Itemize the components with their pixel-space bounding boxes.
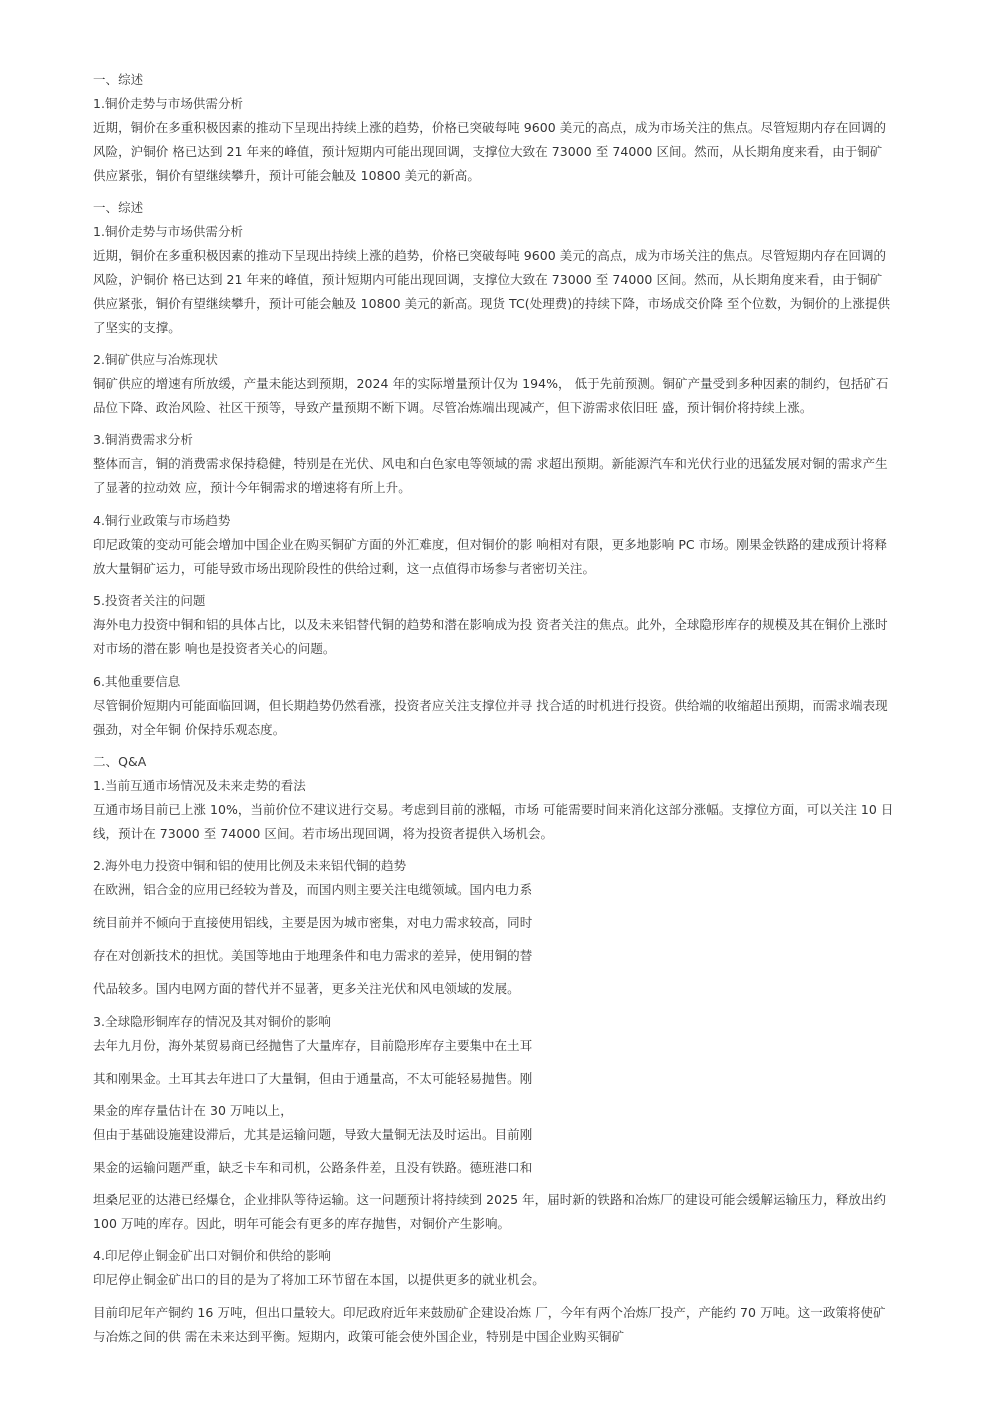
paragraph-line: 尽管铜价短期内可能面临回调，但长期趋势仍然看涨，投资者应关注支撑位并寻 找合适的时机进行投资。供给端的收缩超出预期，而需求端表现 <box>93 698 888 713</box>
paragraph-line: 其和刚果金。土耳其去年进口了大量铜，但由于通量高，不太可能轻易抛售。刚 <box>93 1071 533 1086</box>
paragraph-line: 强劲，对全年铜 价保持乐观态度。 <box>93 722 286 737</box>
paragraph-line: 果金的库存量估计在 30 万吨以上， <box>93 1103 293 1118</box>
paragraph-line: 海外电力投资中铜和铝的具体占比，以及未来铝替代铜的趋势和潜在影响成为投 资者关注的焦点。此外，全球隐形库存的规模及其在铜价上涨时 <box>93 617 888 632</box>
paragraph-line: 互通市场目前已上涨 10%，当前价位不建议进行交易。考虑到目前的涨幅，市场 可能需要时间来消化这部分涨幅。支撑位方面，可以关注 10 日 <box>93 802 894 817</box>
section-heading: 一、综述 <box>93 200 144 215</box>
paragraph-line: 存在对创新技术的担忧。美国等地由于地理条件和电力需求的差异，使用铜的替 <box>93 948 533 963</box>
section-heading: 一、综述 <box>93 72 144 87</box>
paragraph-line: 品位下降、政治风险、社区干预等，导致产量预期不断下调。尽管冶炼端出现减产，但下游需求依旧旺 盛，预计铜价将持续上涨。 <box>93 400 813 415</box>
paragraph-line: 与冶炼之间的供 需在未来达到平衡。短期内，政策可能会使外国企业，特别是中国企业购买铜矿 <box>93 1329 625 1344</box>
paragraph-line: 近期，铜价在多重积极因素的推动下呈现出持续上涨的趋势，价格已突破每吨 9600 美元的高点，成为市场关注的焦点。尽管短期内存在回调的 <box>93 248 887 263</box>
subsection-heading: 4.铜行业政策与市场趋势 <box>93 513 231 528</box>
paragraph-line: 在欧洲，铝合金的应用已经较为普及，而国内则主要关注电缆领域。国内电力系 <box>93 882 533 897</box>
paragraph-line: 果金的运输问题严重，缺乏卡车和司机，公路条件差，且没有铁路。德班港口和 <box>93 1160 533 1175</box>
paragraph-line: 供应紧张，铜价有望继续攀升，预计可能会触及 10800 美元的新高。 <box>93 168 480 183</box>
paragraph-line: 印尼政策的变动可能会增加中国企业在购买铜矿方面的外汇难度，但对铜价的影 响相对有限，更多地影响 PC 市场。刚果金铁路的建成预计将释 <box>93 537 887 552</box>
paragraph-line: 了显著的拉动效 应，预计今年铜需求的增速将有所上升。 <box>93 480 411 495</box>
subsection-heading: 5.投资者关注的问题 <box>93 593 206 608</box>
subsection-heading: 1.铜价走势与市场供需分析 <box>93 96 244 111</box>
paragraph-line: 坦桑尼亚的达港已经爆仓，企业排队等待运输。这一问题预计将持续到 2025 年，届时新的铁路和冶炼厂的建设可能会缓解运输压力，释放出约 <box>93 1192 887 1207</box>
subsection-heading: 6.其他重要信息 <box>93 674 181 689</box>
paragraph-line: 目前印尼年产铜约 16 万吨，但出口量较大。印尼政府近年来鼓励矿企建设冶炼 厂，今年有两个冶炼厂投产，产能约 70 万吨。这一政策将使矿 <box>93 1305 886 1320</box>
paragraph-line: 但由于基础设施建设滞后，尤其是运输问题，导致大量铜无法及时运出。目前刚 <box>93 1127 533 1142</box>
subsection-heading: 3.全球隐形铜库存的情况及其对铜价的影响 <box>93 1014 331 1029</box>
paragraph-line: 近期，铜价在多重积极因素的推动下呈现出持续上涨的趋势，价格已突破每吨 9600 美元的高点，成为市场关注的焦点。尽管短期内存在回调的 <box>93 120 887 135</box>
subsection-heading: 3.铜消费需求分析 <box>93 432 193 447</box>
paragraph-line: 印尼停止铜金矿出口的目的是为了将加工环节留在本国，以提供更多的就业机会。 <box>93 1272 545 1287</box>
paragraph-line: 100 万吨的库存。因此，明年可能会有更多的库存抛售，对铜价产生影响。 <box>93 1216 511 1231</box>
paragraph-line: 供应紧张，铜价有望继续攀升，预计可能会触及 10800 美元的新高。现货 TC(处理费)的持续下降，市场成交价降 至个位数，为铜价的上涨提供 <box>93 296 891 311</box>
paragraph-line: 放大量铜矿运力，可能导致市场出现阶段性的供给过剩，这一点值得市场参与者密切关注。 <box>93 561 596 576</box>
paragraph-line: 风险，沪铜价 格已达到 21 年来的峰值，预计短期内可能出现回调，支撑位大致在 73000 至 74000 区间。然而，从长期角度来看，由于铜矿 <box>93 144 883 159</box>
paragraph-line: 代品较多。国内电网方面的替代并不显著，更多关注光伏和风电领域的发展。 <box>93 981 520 996</box>
paragraph-line: 了坚实的支撑。 <box>93 320 181 335</box>
subsection-heading: 2.铜矿供应与冶炼现状 <box>93 352 218 367</box>
paragraph-line: 铜矿供应的增速有所放缓，产量未能达到预期，2024 年的实际增量预计仅为 194%， 低于先前预测。铜矿产量受到多种因素的制约，包括矿石 <box>93 376 889 391</box>
section-heading: 二、Q&A <box>93 754 147 769</box>
subsection-heading: 1.铜价走势与市场供需分析 <box>93 224 244 239</box>
subsection-heading: 2.海外电力投资中铜和铝的使用比例及未来铝代铜的趋势 <box>93 858 407 873</box>
paragraph-line: 整体而言，铜的消费需求保持稳健，特别是在光伏、风电和白色家电等领域的需 求超出预期。新能源汽车和光伏行业的迅猛发展对铜的需求产生 <box>93 456 888 471</box>
subsection-heading: 1.当前互通市场情况及未来走势的看法 <box>93 778 306 793</box>
paragraph-line: 风险，沪铜价 格已达到 21 年来的峰值，预计短期内可能出现回调，支撑位大致在 73000 至 74000 区间。然而，从长期角度来看，由于铜矿 <box>93 272 883 287</box>
paragraph-line: 线，预计在 73000 至 74000 区间。若市场出现回调，将为投资者提供入场机会。 <box>93 826 554 841</box>
subsection-heading: 4.印尼停止铜金矿出口对铜价和供给的影响 <box>93 1248 331 1263</box>
paragraph-line: 对市场的潜在影 响也是投资者关心的问题。 <box>93 641 336 656</box>
paragraph-line: 统目前并不倾向于直接使用铝线，主要是因为城市密集，对电力需求较高，同时 <box>93 915 533 930</box>
paragraph-line: 去年九月份，海外某贸易商已经抛售了大量库存，目前隐形库存主要集中在土耳 <box>93 1038 533 1053</box>
